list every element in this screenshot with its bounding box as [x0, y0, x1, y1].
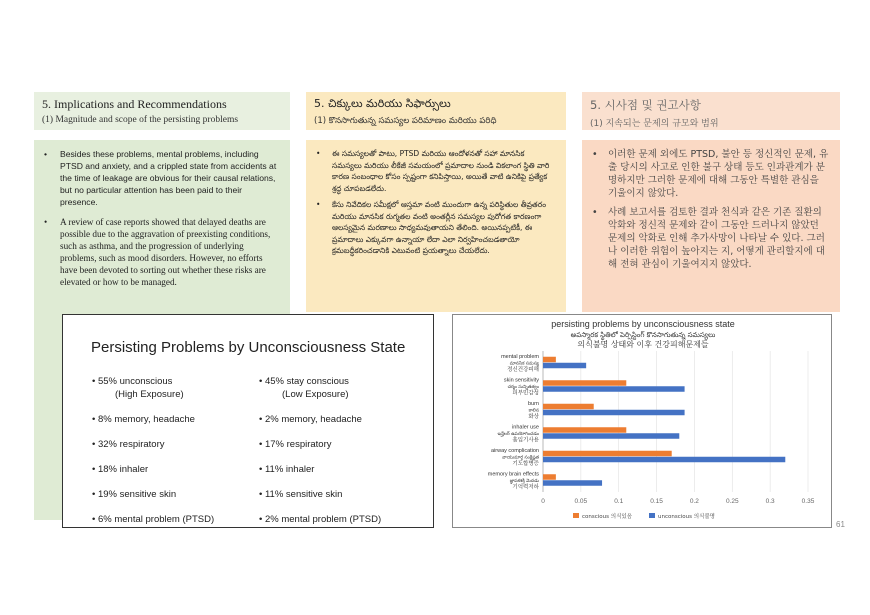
category-label-telugu: వాయుమార్గ సంక్లిష్టత: [502, 455, 539, 461]
bullet-english-1: • Besides these problems, mental problems, including PTSD and anxiety, and a crippled state from accidents at the time of leakage are obvious for their causal relations, but no particular attention has been paid to their presence.: [44, 148, 280, 208]
summary-item: • 2% mental problem (PTSD): [259, 514, 382, 525]
x-tick-label: 0.05: [574, 498, 588, 505]
summary-item-text: 6% mental problem (PTSD): [97, 514, 215, 525]
bullet-korean-2: • 사례 보고서를 검토한 결과 천식과 같은 기존 질환의 악화와 정신적 문제와 같이 그동안 드러나지 않았던 문제의 악화로 인해 추가사망이 나타날 수 있다. 그러나 이러한 위험이 높아지는 지, 어떻게 관리할지에 대해 전혀 관심이 기울여지지 않았다.: [592, 206, 830, 271]
summary-item: • 8% memory, headache: [92, 414, 195, 425]
summary-item: • 19% sensitive skin: [92, 489, 177, 500]
x-tick-label: 0.1: [614, 498, 624, 505]
bullet-english-2: • A review of case reports showed that delayed deaths are possible due to the aggravation of preexisting conditions, such as asthma, and the progression of underlying problems, such as mood disorders. However, no efforts have been devoted to sorting out whether these risks are elevated or how to be managed.: [44, 216, 280, 288]
x-tick-label: 0.15: [650, 498, 663, 505]
summary-group-sub: (Low Exposure): [282, 389, 349, 400]
heading-korean: 5. 시사점 및 권고사항: [590, 98, 701, 112]
x-tick-label: 0.25: [725, 498, 739, 505]
bar-chart: [453, 315, 833, 529]
x-tick-label: 0.2: [689, 498, 699, 505]
summary-item-text: 11% sensitive skin: [264, 489, 343, 500]
bar-conscious: [543, 427, 626, 433]
summary-item-text: 18% inhaler: [97, 464, 149, 475]
summary-item-text: 17% respiratory: [264, 439, 332, 450]
category-label-korean: 기억력저하: [512, 484, 539, 491]
bullet-list-korean: [582, 140, 840, 271]
bar-conscious: [543, 357, 556, 363]
summary-item: • 32% respiratory: [92, 439, 165, 450]
subheading-korean: (1) 지속되는 문제의 규모와 범위: [590, 119, 719, 129]
bar-unconscious: [543, 457, 785, 463]
heading-telugu: 5. చిక్కులు మరియు సిఫార్సులు: [314, 97, 451, 110]
category-label-telugu: మానసిక సమస్య: [509, 361, 539, 367]
bullet-telugu-1: • ఈ సమస్యలతో పాటు, PTSD మరియు ఆందోళనతో సహా మానసిక సమస్యలు మరియు లీకేజీ సమయంలో ప్రమాదాల నుండి వికలాంగ స్థితి వారి కారణ సంబంధాల కోసం స్పష్టంగా కనిపిస్తాయి, అయితే వాటి ఉనికిపై ప్రత్యేక శ్రద్ధ చూపబడలేదు.: [316, 148, 556, 194]
summary-item: • 18% inhaler: [92, 464, 149, 475]
bullet-telugu-2: • కేసు నివేదికల సమీక్షలో ఆస్తమా వంటి ముందుగా ఉన్న పరిస్థితుల తీవ్రతరం మరియు మానసిక రుగ్మతల వంటి అంతర్లీన సమస్యల పురోగత కారణంగా ఆలస్యమైన మరణాలు సాధ్యమవుతాయని తేలింది. అయినప్పటికీ, ఈ ప్రమాదాలు ఎక్కువగా ఉన్నాయా లేదా ఎలా నిర్వహించబడతాయో క్రమబద్ధీకరించడానికి ఎటువంటి ప్రయత్నాలు చేయలేదు.: [316, 199, 556, 257]
header-english: [34, 92, 290, 130]
bar-conscious: [543, 451, 672, 457]
category-label: memory brain effects: [487, 471, 539, 478]
chart-title-telugu: అపస్మారక స్థితిలో పెర్సిస్టింగ్ కొనసాగుతున్న సమస్యలు: [570, 331, 716, 339]
category-label-telugu: కాలిన: [528, 408, 539, 414]
category-label: mental problem: [501, 353, 539, 360]
category-label-telugu: ఇన్హేలర్ ఉపయోగించడం: [497, 431, 539, 437]
category-label-korean: 피부민감성: [512, 390, 539, 397]
bullet-list-english: [34, 140, 290, 288]
body-telugu: [306, 140, 566, 312]
summary-item-text: 2% mental problem (PTSD): [264, 514, 382, 525]
body-korean: [582, 140, 840, 312]
legend-swatch-conscious: [573, 513, 579, 518]
legend-swatch-unconscious: [649, 513, 655, 518]
bar-conscious: [543, 474, 556, 480]
bar-unconscious: [543, 480, 602, 486]
bullet-list-telugu: [306, 140, 566, 257]
category-label-korean: 정신건강피해: [507, 366, 539, 373]
bar-unconscious: [543, 410, 685, 416]
heading-english: 5. Implications and Recommendations: [42, 97, 227, 111]
category-label: inhaler use: [512, 424, 539, 431]
x-tick-label: 0.35: [801, 498, 815, 505]
summary-group-text: 55% unconscious: [97, 376, 173, 387]
bar-conscious: [543, 380, 626, 386]
summary-item: • 2% memory, headache: [259, 414, 362, 425]
summary-group-label: • 55% unconscious: [92, 376, 173, 387]
summary-item: • 11% inhaler: [259, 464, 315, 475]
x-tick-label: 0: [541, 498, 545, 505]
summary-item-text: 2% memory, headache: [264, 414, 362, 425]
summary-conscious-list: [259, 375, 381, 538]
chart-title-korean: 의식불명 상태와 이후 건강피해문제들: [577, 340, 709, 349]
summary-item-text: 32% respiratory: [97, 439, 165, 450]
chart-box: [452, 314, 832, 528]
summary-item-text: 19% sensitive skin: [97, 489, 177, 500]
category-label: burn: [527, 400, 539, 407]
bar-unconscious: [543, 433, 679, 439]
subheading-english: (1) Magnitude and scope of the persisting problems: [42, 115, 239, 125]
summary-box: [62, 314, 434, 528]
legend-label-unconscious: unconscious 의식불명: [658, 514, 715, 520]
category-label-korean: 화상: [528, 413, 539, 420]
subheading-telugu: (1) కొనసాగుతున్న సమస్యల పరిమాణం మరియు పరిధి: [314, 116, 497, 126]
header-korean: [582, 92, 840, 130]
summary-item-text: 8% memory, headache: [97, 414, 195, 425]
category-label: airway complication: [491, 447, 539, 454]
summary-item-text: 11% inhaler: [264, 464, 315, 475]
chart-title: persisting problems by unconsciousness state: [551, 319, 735, 329]
category-label-korean: 기도합병증: [512, 460, 539, 467]
header-telugu: [306, 92, 566, 130]
summary-group-text: 45% stay conscious: [264, 376, 349, 387]
bar-unconscious: [543, 386, 685, 392]
summary-item: • 11% sensitive skin: [259, 489, 343, 500]
legend-label-conscious: conscious 의식있음: [582, 514, 633, 520]
bar-conscious: [543, 404, 594, 410]
summary-item: • 17% respiratory: [259, 439, 332, 450]
category-label-telugu: చర్మం సున్నితత్వం: [507, 384, 539, 390]
summary-title: Persisting Problems by Unconsciousness State: [91, 339, 406, 356]
page-number: 61: [836, 520, 845, 529]
category-label-telugu: జ్ఞాపకశక్తి మెదడు: [509, 478, 539, 484]
summary-item: • 6% mental problem (PTSD): [92, 514, 215, 525]
bullet-korean-1: • 이러한 문제 외에도 PTSD, 불안 등 정신적인 문제, 유출 당시의 사고로 인한 불구 상태 등도 인과관계가 분명하지만 그러한 문제에 대해 그동안 특별한 관심을 기울이지 않았다.: [592, 148, 830, 200]
x-tick-label: 0.3: [765, 498, 775, 505]
summary-unconscious-list: [92, 375, 214, 538]
category-label-korean: 흡입기사용: [512, 437, 539, 444]
summary-group-label: • 45% stay conscious: [259, 376, 349, 387]
summary-group-sub: (High Exposure): [115, 389, 184, 400]
category-label: skin sensitivity: [503, 377, 539, 384]
bar-unconscious: [543, 363, 586, 369]
